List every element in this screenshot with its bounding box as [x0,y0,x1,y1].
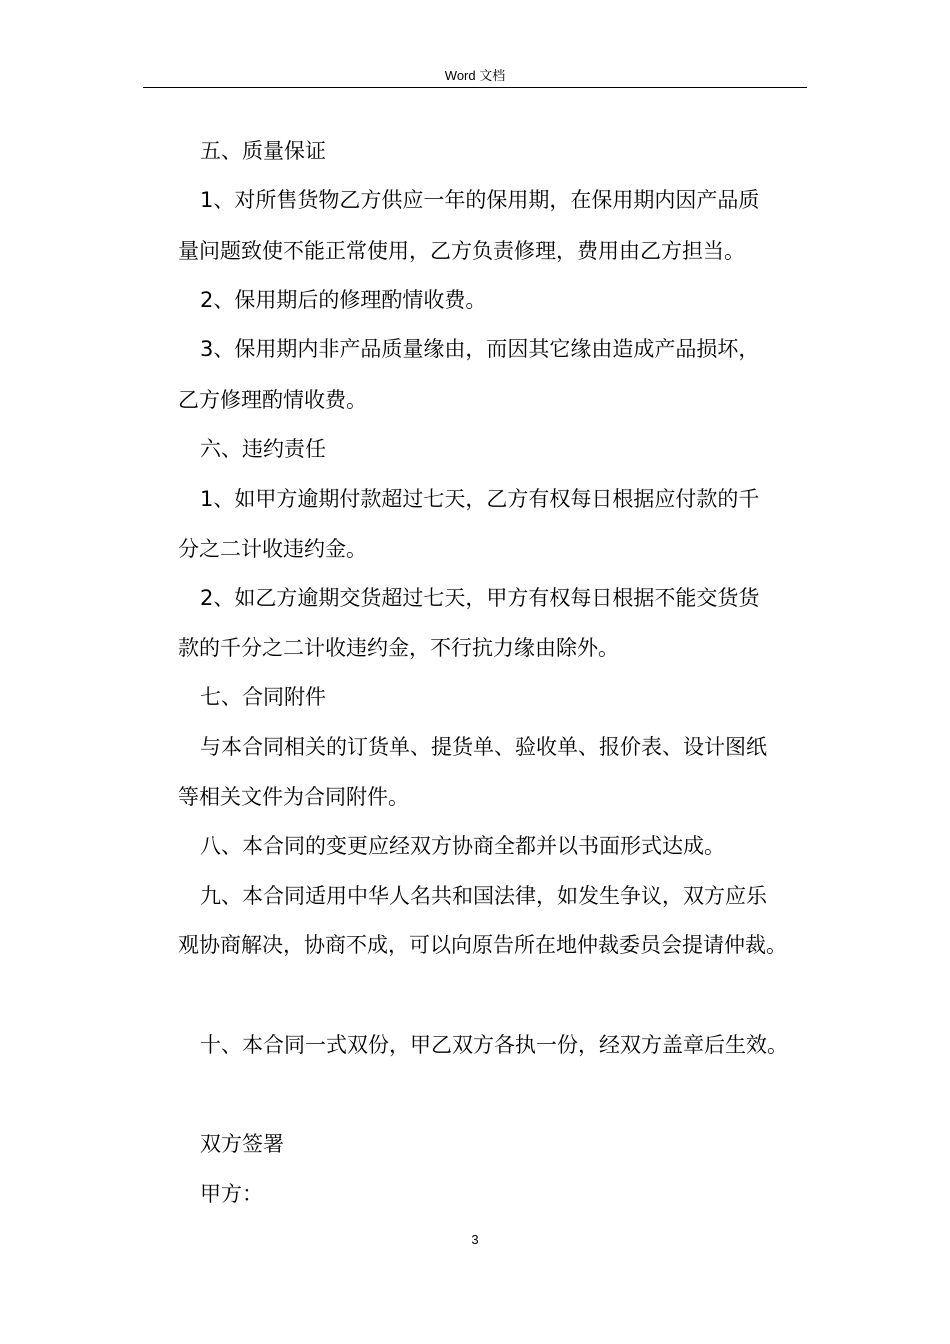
paragraph-line: 量问题致使不能正常使用，乙方负责修理，费用由乙方担当。 [178,239,745,263]
party-a-label: 甲方： [200,1182,263,1206]
paragraph-line: 2、如乙方逾期交货超过七天，甲方有权每日根据不能交货货 [200,586,760,610]
page-number: 3 [471,1232,479,1247]
paragraph-line: 八、本合同的变更应经双方协商全都并以书面形式达成。 [200,834,725,858]
signature-heading: 双方签署 [200,1132,284,1156]
paragraph-line: 观协商解决，协商不成，可以向原告所在地仲裁委员会提请仲裁。 [178,933,787,957]
paragraph-line: 九、本合同适用中华人名共和国法律，如发生争议，双方应乐 [200,884,767,908]
paragraph-line: 与本合同相关的订货单、提货单、验收单、报价表、设计图纸 [200,735,767,759]
section-heading-attachments: 七、合同附件 [200,685,326,709]
paragraph-line: 等相关文件为合同附件。 [178,785,409,809]
header-divider [143,87,807,88]
header-title: Word 文档 [444,68,506,83]
section-heading-liability: 六、违约责任 [200,437,326,461]
paragraph-line: 1、如甲方逾期付款超过七天，乙方有权每日根据应付款的千 [200,487,760,511]
paragraph-line: 分之二计收违约金。 [178,537,367,561]
paragraph-line: 款的千分之二计收违约金，不行抗力缘由除外。 [178,636,619,660]
paragraph-line: 3、保用期内非产品质量缘由，而因其它缘由造成产品损坏， [200,337,760,361]
paragraph-line: 十、本合同一式双份，甲乙双方各执一份，经双方盖章后生效。 [200,1033,788,1057]
paragraph-line: 乙方修理酌情收费。 [178,388,367,412]
paragraph-line: 1、对所售货物乙方供应一年的保用期，在保用期内因产品质 [200,188,760,212]
section-heading-quality: 五、质量保证 [200,139,326,163]
paragraph-line: 2、保用期后的修理酌情收费。 [200,288,487,312]
